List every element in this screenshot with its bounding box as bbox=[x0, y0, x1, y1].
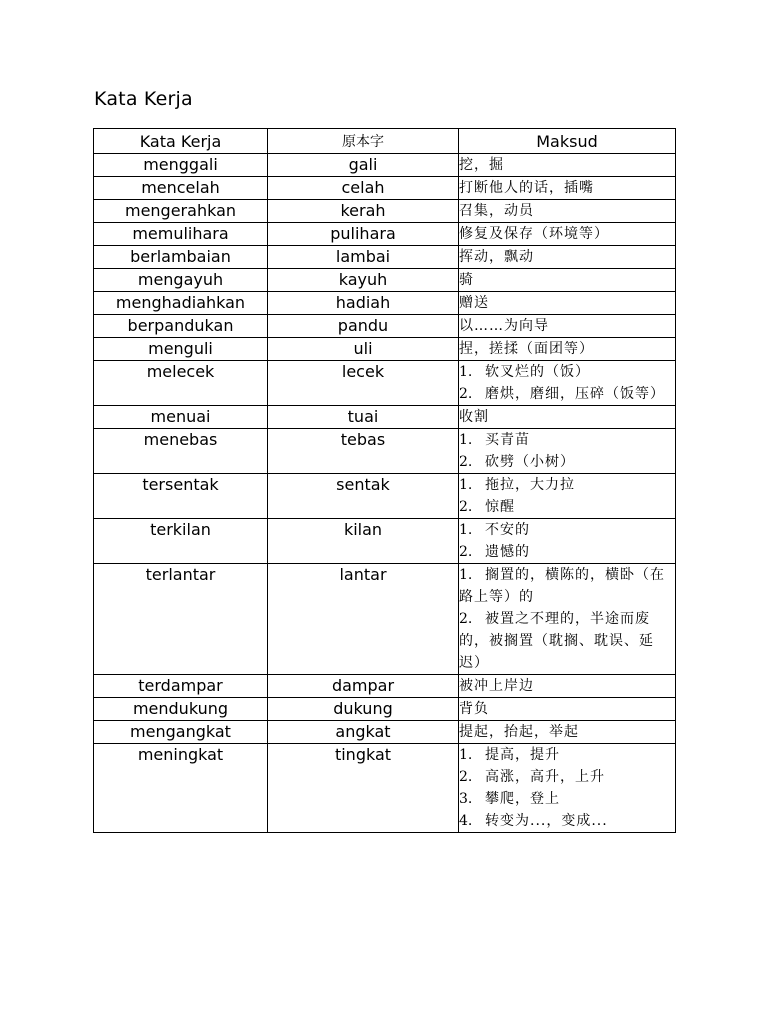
meaning-text: 提起，抬起，举起 bbox=[459, 724, 579, 740]
meaning-cell bbox=[459, 564, 676, 675]
meaning-text: 提高，提升 bbox=[485, 747, 560, 763]
verb-cell: mendukung bbox=[94, 698, 268, 721]
meaning-cell bbox=[459, 200, 676, 223]
meaning-text: 被置之不理的，半途而废的，被搁置（耽搁、耽误、延迟） bbox=[459, 611, 654, 671]
table-row bbox=[94, 698, 676, 721]
root-word-cell: pulihara bbox=[268, 223, 459, 246]
verb-cell: memulihara bbox=[94, 223, 268, 246]
meaning-number: 2. bbox=[459, 386, 473, 402]
meaning-cell bbox=[459, 154, 676, 177]
table-row bbox=[94, 406, 676, 429]
meaning-cell bbox=[459, 292, 676, 315]
meaning-number: 1. bbox=[459, 364, 473, 380]
verb-cell: mencelah bbox=[94, 177, 268, 200]
meaning-number: 1. bbox=[459, 567, 473, 583]
root-word-cell: dampar bbox=[268, 675, 459, 698]
verb-cell: terlantar bbox=[94, 564, 268, 675]
meaning-text: 高涨，高升，上升 bbox=[485, 769, 605, 785]
root-word-cell: tingkat bbox=[268, 744, 459, 833]
meaning-list bbox=[459, 564, 675, 674]
table-row bbox=[94, 292, 676, 315]
verb-cell: menguli bbox=[94, 338, 268, 361]
meaning-list bbox=[459, 361, 675, 405]
meaning-text: 挥动，飘动 bbox=[459, 249, 534, 265]
meaning-list-item bbox=[459, 383, 675, 405]
verb-cell: tersentak bbox=[94, 474, 268, 519]
header-root-word: 原本字 bbox=[268, 129, 459, 154]
meaning-number: 1. bbox=[459, 477, 473, 493]
meaning-text: 被冲上岸边 bbox=[459, 678, 534, 694]
meaning-text: 以……为向导 bbox=[459, 318, 549, 334]
verb-cell: mengerahkan bbox=[94, 200, 268, 223]
meaning-list bbox=[459, 474, 675, 518]
verb-cell: meningkat bbox=[94, 744, 268, 833]
table-row bbox=[94, 246, 676, 269]
meaning-cell bbox=[459, 269, 676, 292]
meaning-text: 搁置的，横陈的，横卧（在路上等）的 bbox=[459, 567, 665, 605]
meaning-text: 不安的 bbox=[485, 522, 530, 538]
meaning-list-item bbox=[459, 788, 675, 810]
meaning-text: 修复及保存（环境等） bbox=[459, 226, 609, 242]
table-row bbox=[94, 721, 676, 744]
verb-cell: terdampar bbox=[94, 675, 268, 698]
meaning-text: 拖拉，大力拉 bbox=[485, 477, 575, 493]
meaning-cell bbox=[459, 361, 676, 406]
meaning-list bbox=[459, 744, 675, 832]
meaning-text: 赠送 bbox=[459, 295, 489, 311]
vocabulary-table bbox=[93, 128, 676, 833]
meaning-list-item bbox=[459, 541, 675, 563]
meaning-cell bbox=[459, 474, 676, 519]
meaning-text: 骑 bbox=[459, 272, 474, 288]
verb-cell: menggali bbox=[94, 154, 268, 177]
meaning-text: 召集，动员 bbox=[459, 203, 534, 219]
table-body bbox=[94, 154, 676, 833]
meaning-list-item bbox=[459, 810, 675, 832]
meaning-number: 1. bbox=[459, 432, 473, 448]
root-word-cell: lantar bbox=[268, 564, 459, 675]
meaning-list-item bbox=[459, 564, 675, 608]
root-word-cell: uli bbox=[268, 338, 459, 361]
root-word-cell: lambai bbox=[268, 246, 459, 269]
root-word-cell: kayuh bbox=[268, 269, 459, 292]
table-row bbox=[94, 474, 676, 519]
table-row bbox=[94, 154, 676, 177]
meaning-cell bbox=[459, 223, 676, 246]
meaning-number: 4. bbox=[459, 813, 473, 829]
meaning-number: 2. bbox=[459, 544, 473, 560]
table-row bbox=[94, 519, 676, 564]
meaning-number: 2. bbox=[459, 499, 473, 515]
meaning-list bbox=[459, 519, 675, 563]
meaning-number: 1. bbox=[459, 522, 473, 538]
meaning-list-item bbox=[459, 519, 675, 541]
verb-cell: berpandukan bbox=[94, 315, 268, 338]
table-row bbox=[94, 429, 676, 474]
meaning-list-item bbox=[459, 429, 675, 451]
meaning-list bbox=[459, 429, 675, 473]
verb-cell: berlambaian bbox=[94, 246, 268, 269]
meaning-number: 2. bbox=[459, 454, 473, 470]
verb-cell: melecek bbox=[94, 361, 268, 406]
root-word-cell: sentak bbox=[268, 474, 459, 519]
verb-cell: menghadiahkan bbox=[94, 292, 268, 315]
verb-cell: menuai bbox=[94, 406, 268, 429]
meaning-number: 3. bbox=[459, 791, 473, 807]
table-row bbox=[94, 338, 676, 361]
meaning-list-item bbox=[459, 474, 675, 496]
meaning-cell bbox=[459, 315, 676, 338]
table-row bbox=[94, 177, 676, 200]
meaning-text: 转变为...，变成... bbox=[485, 813, 608, 829]
meaning-cell bbox=[459, 177, 676, 200]
meaning-text: 收割 bbox=[459, 409, 489, 425]
table-row bbox=[94, 744, 676, 833]
table-row bbox=[94, 315, 676, 338]
meaning-list-item bbox=[459, 451, 675, 473]
page-title: Kata Kerja bbox=[94, 88, 193, 110]
meaning-list-item bbox=[459, 766, 675, 788]
root-word-cell: hadiah bbox=[268, 292, 459, 315]
meaning-cell bbox=[459, 698, 676, 721]
meaning-text: 砍劈（小树） bbox=[485, 454, 575, 470]
meaning-text: 挖，掘 bbox=[459, 157, 504, 173]
root-word-cell: gali bbox=[268, 154, 459, 177]
header-kata-kerja: Kata Kerja bbox=[94, 129, 268, 154]
root-word-cell: kilan bbox=[268, 519, 459, 564]
meaning-cell bbox=[459, 675, 676, 698]
meaning-list-item bbox=[459, 608, 675, 674]
meaning-number: 2. bbox=[459, 769, 473, 785]
meaning-number: 2. bbox=[459, 611, 473, 627]
root-word-cell: pandu bbox=[268, 315, 459, 338]
table-row bbox=[94, 269, 676, 292]
meaning-cell bbox=[459, 338, 676, 361]
root-word-cell: kerah bbox=[268, 200, 459, 223]
root-word-cell: angkat bbox=[268, 721, 459, 744]
meaning-list-item bbox=[459, 361, 675, 383]
verb-cell: menebas bbox=[94, 429, 268, 474]
meaning-cell bbox=[459, 744, 676, 833]
meaning-text: 打断他人的话，插嘴 bbox=[459, 180, 594, 196]
meaning-text: 惊醒 bbox=[485, 499, 515, 515]
table-row bbox=[94, 564, 676, 675]
meaning-list-item bbox=[459, 744, 675, 766]
table-row bbox=[94, 675, 676, 698]
root-word-cell: tebas bbox=[268, 429, 459, 474]
meaning-text: 攀爬，登上 bbox=[485, 791, 560, 807]
verb-cell: mengayuh bbox=[94, 269, 268, 292]
table-row bbox=[94, 200, 676, 223]
root-word-cell: tuai bbox=[268, 406, 459, 429]
meaning-text: 捏，搓揉（面团等） bbox=[459, 341, 594, 357]
verb-cell: mengangkat bbox=[94, 721, 268, 744]
meaning-number: 1. bbox=[459, 747, 473, 763]
meaning-text: 遗憾的 bbox=[485, 544, 530, 560]
meaning-text: 买青苗 bbox=[485, 432, 530, 448]
meaning-cell bbox=[459, 519, 676, 564]
meaning-text: 磨烘，磨细，压碎（饭等） bbox=[485, 386, 665, 402]
root-word-cell: lecek bbox=[268, 361, 459, 406]
header-maksud: Maksud bbox=[459, 129, 676, 154]
meaning-cell bbox=[459, 406, 676, 429]
root-word-cell: dukung bbox=[268, 698, 459, 721]
meaning-cell bbox=[459, 246, 676, 269]
verb-cell: terkilan bbox=[94, 519, 268, 564]
meaning-cell bbox=[459, 429, 676, 474]
meaning-text: 软叉烂的（饭） bbox=[485, 364, 590, 380]
table-header-row bbox=[94, 129, 676, 154]
meaning-cell bbox=[459, 721, 676, 744]
table-row bbox=[94, 361, 676, 406]
meaning-list-item bbox=[459, 496, 675, 518]
table-row bbox=[94, 223, 676, 246]
meaning-text: 背负 bbox=[459, 701, 489, 717]
root-word-cell: celah bbox=[268, 177, 459, 200]
